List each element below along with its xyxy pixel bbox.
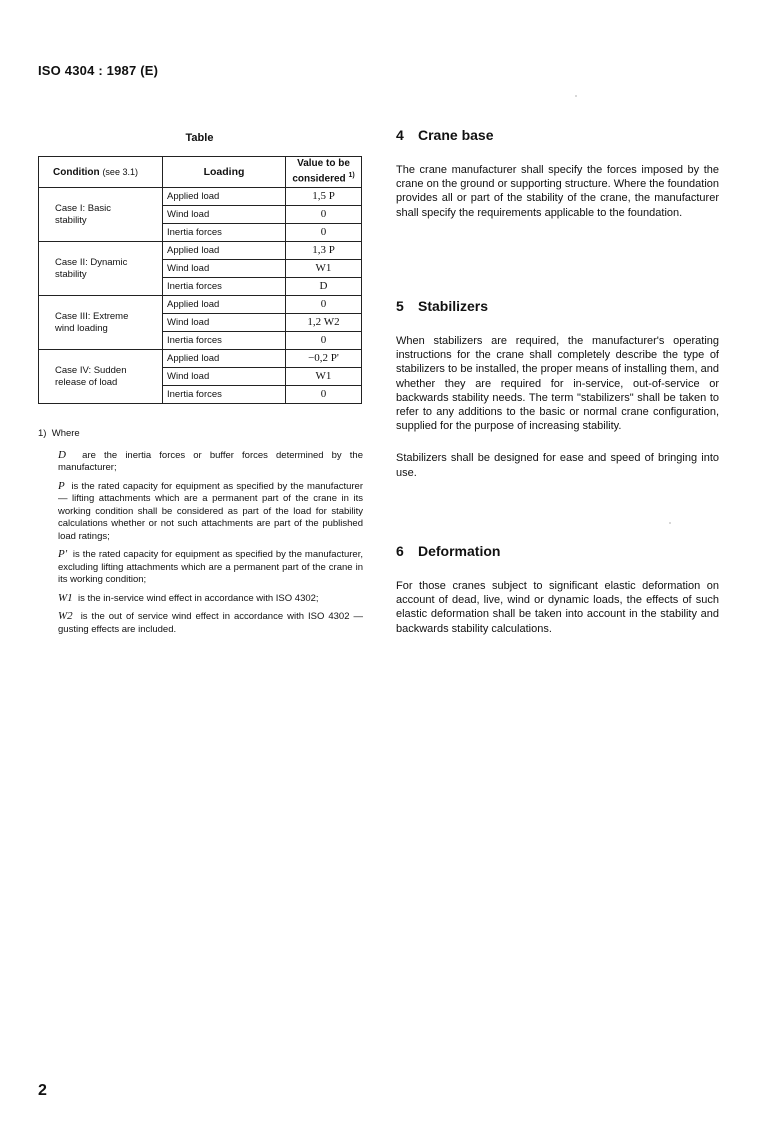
- value-cell: 0: [286, 332, 362, 350]
- loading-cell: Applied load: [163, 188, 286, 206]
- value-cell: −0,2 P': [286, 350, 362, 368]
- value-cell: W1: [286, 368, 362, 386]
- header-value: Value to be considered $^{1)}$: [286, 157, 362, 188]
- value-cell: 0: [286, 224, 362, 242]
- value-cell: 1,3 P: [286, 242, 362, 260]
- loading-cell: Applied load: [163, 350, 286, 368]
- table-row: [39, 188, 362, 206]
- loading-cell: Wind load: [163, 260, 286, 278]
- loading-cell: Inertia forces: [163, 278, 286, 296]
- table-row: [39, 350, 362, 368]
- section-heading: 6 Deformation: [396, 543, 501, 559]
- loading-cell: Inertia forces: [163, 224, 286, 242]
- value-cell: 0: [286, 206, 362, 224]
- table-title: Table: [185, 132, 214, 144]
- table-row: [39, 242, 362, 260]
- value-cell: D: [286, 278, 362, 296]
- header-loading: Loading: [163, 157, 286, 188]
- footnote-item: W1 is the in-service wind effect in accordance with ISO 4302;: [58, 591, 319, 604]
- loading-cell: Wind load: [163, 314, 286, 332]
- section-heading: 4 Crane base: [396, 127, 494, 143]
- case-label: Case IV: Sudden release of load: [39, 350, 163, 404]
- section-heading: 5 Stabilizers: [396, 298, 489, 314]
- section-deformation: [396, 543, 719, 636]
- case-label: Case II: Dynamic stability: [39, 242, 163, 296]
- loading-cell: Applied load: [163, 242, 286, 260]
- paragraph: Stabilizers shall be designed for ease and speed of bringing into use.: [396, 452, 719, 479]
- table-footnote: [38, 428, 363, 641]
- paragraph: For those cranes subject to significant elastic deformation on account of dead, live, wind or dynamic loads, the effects of such elastic deformation shall be taken into account in the stability and backwards stability calculations.: [396, 580, 719, 635]
- scan-speck: [669, 522, 671, 524]
- value-cell: W1: [286, 260, 362, 278]
- section-stabilizers: [396, 298, 719, 480]
- footnote-item: P' is the rated capacity for equipment as specified by the manufacturer, excluding lifting attachments which are a permanent part of the crane in its working condition;: [58, 548, 363, 585]
- footnote-item: W2 is the out of service wind effect in accordance with ISO 4302 — gusting effects are included.: [58, 610, 364, 635]
- scan-speck: [575, 95, 577, 97]
- document-header: ISO 4304 : 1987 (E): [38, 63, 159, 78]
- paragraph: The crane manufacturer shall specify the forces imposed by the crane on the ground or supporting structure. Where the foundation provides all or part of the stability of the crane, the manufacturer shall specify the requirements applicable to the foundation.: [396, 164, 719, 219]
- value-cell: 1,5 P: [286, 188, 362, 206]
- header-condition: Condition (see 3.1): [39, 157, 163, 188]
- case-label: Case III: Extreme wind loading: [39, 296, 163, 350]
- value-cell: 1,2 W2: [286, 314, 362, 332]
- loading-cell: Applied load: [163, 296, 286, 314]
- loading-cell: Wind load: [163, 206, 286, 224]
- section-crane-base: [396, 127, 719, 220]
- loading-cell: Wind load: [163, 368, 286, 386]
- footnote-item: D are the inertia forces or buffer forces determined by the manufacturer;: [58, 448, 363, 473]
- loading-cell: Inertia forces: [163, 332, 286, 350]
- table-header-row: [39, 157, 362, 188]
- page-number: 2: [38, 1082, 47, 1099]
- footnote-intro: 1) Where: [38, 428, 80, 439]
- value-cell: 0: [286, 296, 362, 314]
- loading-cell: Inertia forces: [163, 386, 286, 404]
- paragraph: When stabilizers are required, the manufacturer's operating instructions for the crane shall completely describe the type of stabilizers to be installed, the proper means of installing them, and whether they are required for in-service, out-of-service or backwards stability needs. The term "stabilizers" shall be taken to refer to any additions to the basic or normal crane configuration, supplied for the purpose of increasing stability.: [396, 335, 719, 433]
- table-row: [39, 296, 362, 314]
- stability-table: [38, 156, 362, 404]
- footnote-item: P is the rated capacity for equipment as specified by the manufacturer — lifting attachments which are a permanent part of the crane in its working condition shall be considered as part of the load for stability calculations whether or not such attachments are part of the published load ratings;: [58, 479, 364, 542]
- value-cell: 0: [286, 386, 362, 404]
- case-label: Case I: Basic stability: [39, 188, 163, 242]
